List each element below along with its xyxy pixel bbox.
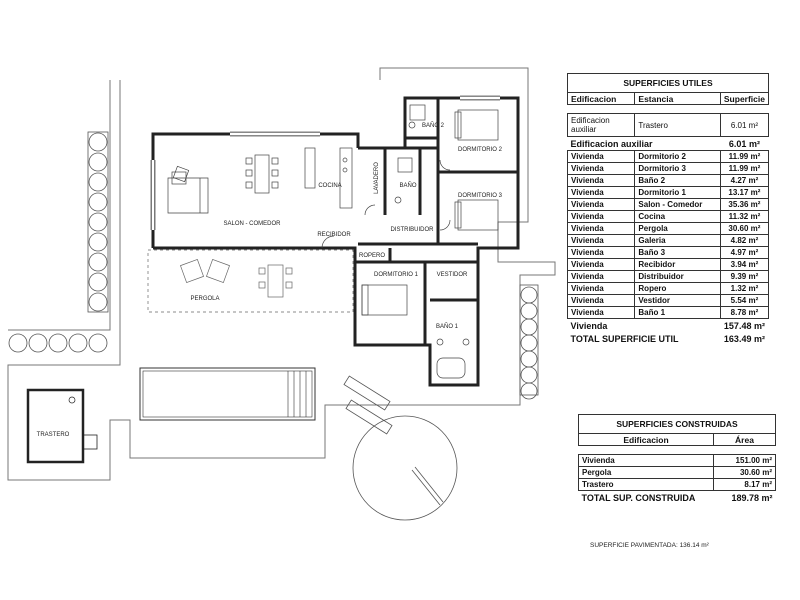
left-planters bbox=[88, 132, 108, 312]
cell-superficie: 35.36 m² bbox=[720, 199, 768, 211]
table-row bbox=[568, 163, 769, 175]
table-row bbox=[579, 479, 776, 491]
bottom-planters bbox=[9, 334, 107, 352]
cell-superficie: 4.27 m² bbox=[720, 175, 768, 187]
cell-edificacion: Vivienda bbox=[568, 163, 635, 175]
cell-estancia: Galeria bbox=[635, 235, 720, 247]
total-value: 189.78 m² bbox=[731, 492, 773, 503]
table-row bbox=[568, 199, 769, 211]
cell-estancia: Baño 3 bbox=[635, 247, 720, 259]
room-label-dormitorio2: DORMITORIO 2 bbox=[458, 147, 502, 153]
room-label-bano1: BAÑO 1 bbox=[435, 324, 459, 330]
windows bbox=[151, 96, 500, 230]
cell-superficie: 11.32 m² bbox=[720, 211, 768, 223]
table-row bbox=[568, 295, 769, 307]
cell-edificacion: Vivienda bbox=[568, 235, 635, 247]
cell-estancia: Dormitorio 2 bbox=[635, 151, 720, 163]
cell-estancia: Pergola bbox=[635, 223, 720, 235]
cell-edificacion: Vivienda bbox=[568, 199, 635, 211]
table-row bbox=[568, 211, 769, 223]
cell-edificacion: Vivienda bbox=[568, 223, 635, 235]
cell-edificacion: Vivienda bbox=[568, 247, 635, 259]
cell-superficie: 13.17 m² bbox=[720, 187, 768, 199]
garden-elements bbox=[344, 376, 457, 520]
pergola bbox=[148, 250, 353, 312]
trastero-building bbox=[28, 390, 97, 462]
plot-boundary bbox=[8, 68, 555, 480]
table-row bbox=[568, 175, 769, 187]
subtotal-label: Edificacion auxiliar bbox=[570, 138, 653, 149]
cell-estancia: Recibidor bbox=[635, 259, 720, 271]
cell-edificacion: Trastero bbox=[579, 479, 714, 491]
room-label-pergola: PERGOLA bbox=[190, 296, 220, 302]
cell-edificacion: Vivienda bbox=[568, 187, 635, 199]
cell-superficie: 11.99 m² bbox=[720, 151, 768, 163]
cell-estancia: Salon - Comedor bbox=[635, 199, 720, 211]
cell-edificacion: Vivienda bbox=[568, 283, 635, 295]
cell-superficie: 5.54 m² bbox=[720, 295, 768, 307]
room-label-bano2: BAÑO 2 bbox=[421, 123, 445, 129]
cell-edificacion: Pergola bbox=[579, 467, 714, 479]
table-row bbox=[568, 151, 769, 163]
column-header: Edificacion bbox=[568, 93, 635, 105]
cell-area: 30.60 m² bbox=[714, 467, 776, 479]
room-label-bano: BAÑO bbox=[399, 183, 417, 189]
plot-left-ledge bbox=[8, 80, 110, 330]
cell-estancia: Baño 1 bbox=[635, 307, 720, 319]
cell-edificacion: Vivienda bbox=[568, 151, 635, 163]
table-row bbox=[568, 307, 769, 319]
cell-estancia: Dormitorio 3 bbox=[635, 163, 720, 175]
total-row bbox=[579, 491, 776, 505]
cell-superficie: 4.82 m² bbox=[720, 235, 768, 247]
table-row bbox=[568, 247, 769, 259]
table-row bbox=[568, 283, 769, 295]
room-label-lavadero: LAVADERO bbox=[374, 162, 380, 194]
cell-estancia: Dormitorio 1 bbox=[635, 187, 720, 199]
total-row bbox=[568, 332, 769, 345]
table-title: SUPERFICIES UTILES bbox=[568, 74, 769, 93]
paved-area-caption: SUPERFICIE PAVIMENTADA: 136.14 m² bbox=[590, 542, 709, 549]
cell-edificacion: Edificacion auxiliar bbox=[568, 114, 635, 137]
table-row bbox=[568, 114, 769, 137]
pool bbox=[140, 368, 315, 420]
subtotal-value: 6.01 m² bbox=[728, 138, 760, 149]
superficies-construidas-table bbox=[578, 414, 776, 504]
table-title: SUPERFICIES CONSTRUIDAS bbox=[579, 415, 776, 434]
cell-edificacion: Vivienda bbox=[568, 271, 635, 283]
room-label-trastero: TRASTERO bbox=[36, 432, 70, 438]
cell-superficie: 8.78 m² bbox=[720, 307, 768, 319]
room-label-salon: SALON - COMEDOR bbox=[223, 221, 281, 227]
total-label: TOTAL SUPERFICIE UTIL bbox=[570, 333, 679, 344]
cell-superficie: 3.94 m² bbox=[720, 259, 768, 271]
room-label-distribuidor: DISTRIBUIDOR bbox=[390, 227, 434, 233]
table-row bbox=[568, 235, 769, 247]
subtotal-row bbox=[568, 319, 769, 333]
room-label-cocina: COCINA bbox=[318, 183, 342, 189]
cell-superficie: 30.60 m² bbox=[720, 223, 768, 235]
column-header: Superficie bbox=[720, 93, 768, 105]
cell-estancia: Vestidor bbox=[635, 295, 720, 307]
cell-area: 151.00 m² bbox=[714, 455, 776, 467]
room-label-vestidor: VESTIDOR bbox=[436, 272, 468, 278]
superficies-utiles-table bbox=[567, 73, 769, 345]
cell-superficie: 1.32 m² bbox=[720, 283, 768, 295]
cell-edificacion: Vivienda bbox=[579, 455, 714, 467]
cell-area: 8.17 m² bbox=[714, 479, 776, 491]
table-row bbox=[568, 223, 769, 235]
cell-edificacion: Vivienda bbox=[568, 307, 635, 319]
cell-estancia: Baño 2 bbox=[635, 175, 720, 187]
cell-estancia: Trastero bbox=[635, 114, 720, 137]
room-label-ropero: ROPERO bbox=[358, 253, 386, 259]
subtotal-row bbox=[568, 137, 769, 151]
cell-superficie: 9.39 m² bbox=[720, 271, 768, 283]
cell-edificacion: Vivienda bbox=[568, 211, 635, 223]
cell-superficie: 6.01 m² bbox=[720, 114, 768, 137]
column-header: Edificacion bbox=[579, 434, 714, 446]
cell-superficie: 4.97 m² bbox=[720, 247, 768, 259]
table-row bbox=[568, 259, 769, 271]
table-row bbox=[568, 271, 769, 283]
room-label-dormitorio3: DORMITORIO 3 bbox=[458, 193, 502, 199]
total-label: TOTAL SUP. CONSTRUIDA bbox=[581, 492, 696, 503]
cell-edificacion: Vivienda bbox=[568, 295, 635, 307]
furniture bbox=[168, 105, 498, 378]
cell-edificacion: Vivienda bbox=[568, 175, 635, 187]
cell-superficie: 11.99 m² bbox=[720, 163, 768, 175]
cell-estancia: Distribuidor bbox=[635, 271, 720, 283]
table-row bbox=[579, 455, 776, 467]
column-header: Estancia bbox=[635, 93, 720, 105]
table-row bbox=[568, 187, 769, 199]
subtotal-value: 157.48 m² bbox=[723, 320, 765, 331]
column-header: Área bbox=[714, 434, 776, 446]
room-label-dormitorio1: DORMITORIO 1 bbox=[374, 272, 418, 278]
room-label-recibidor: RECIBIDOR bbox=[317, 232, 351, 238]
cell-edificacion: Vivienda bbox=[568, 259, 635, 271]
cell-estancia: Ropero bbox=[635, 283, 720, 295]
table-row bbox=[579, 467, 776, 479]
cell-estancia: Cocina bbox=[635, 211, 720, 223]
subtotal-label: Vivienda bbox=[570, 320, 608, 331]
total-value: 163.49 m² bbox=[723, 333, 765, 344]
right-planters bbox=[520, 285, 538, 399]
